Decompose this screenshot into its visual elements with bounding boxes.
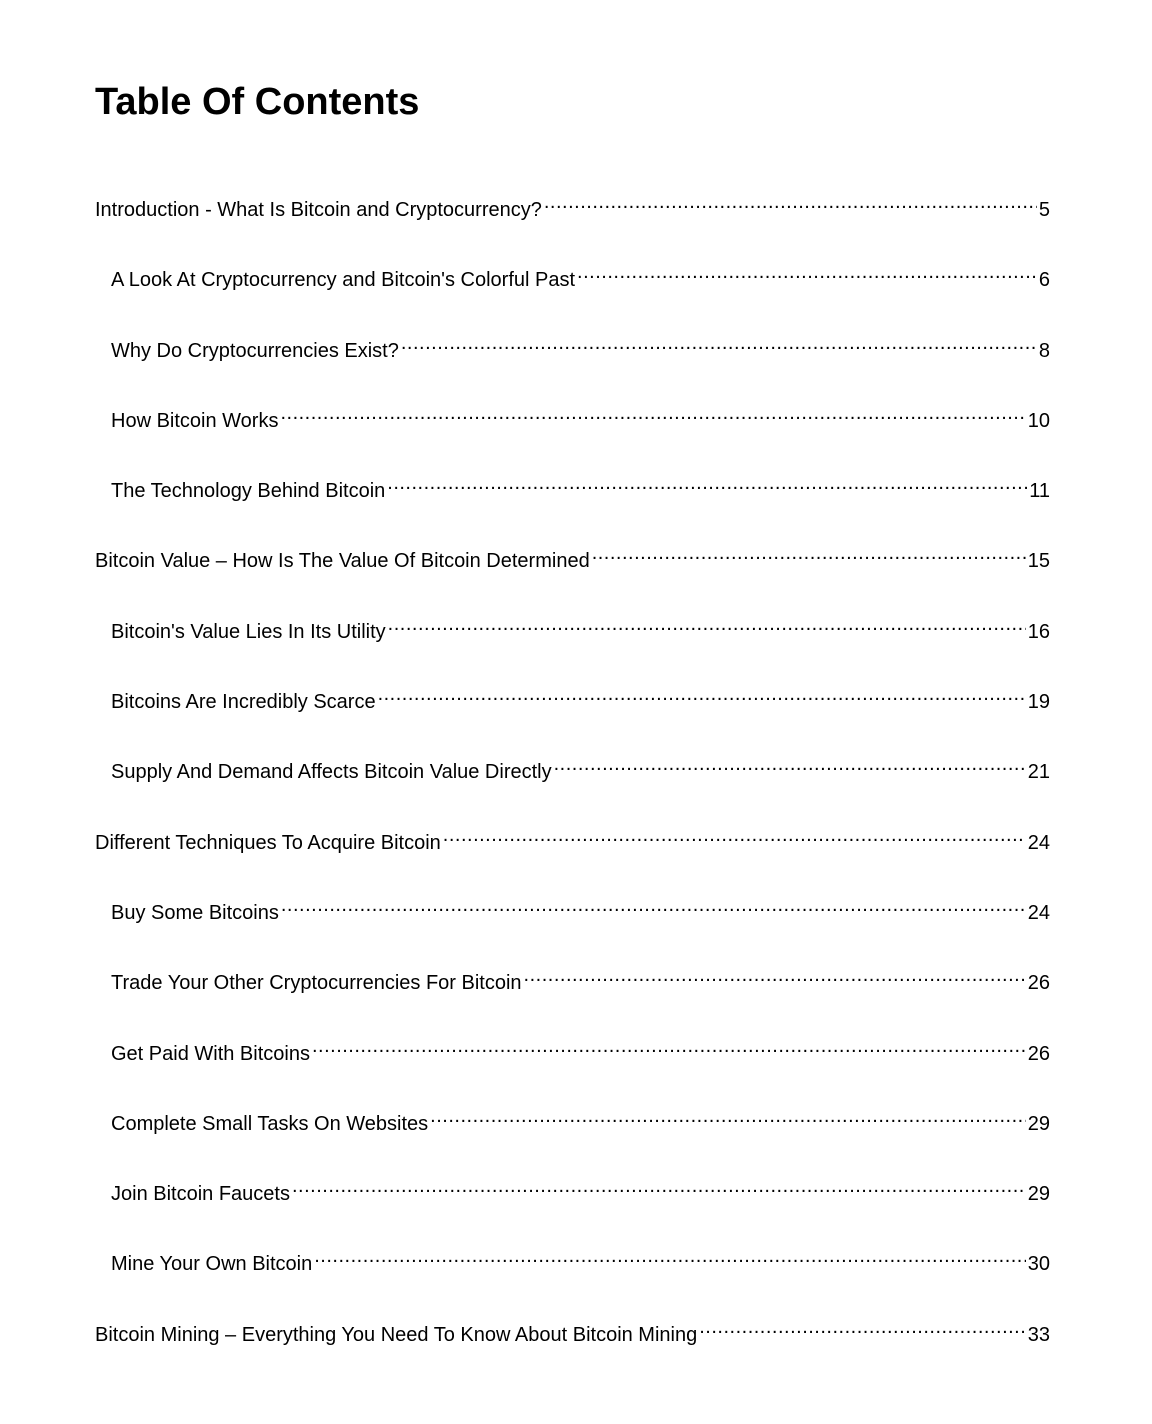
toc-entry[interactable] [0,399,1152,469]
toc-entry-label: Why Do Cryptocurrencies Exist? [111,339,399,362]
toc-entry[interactable] [0,1172,1152,1242]
dot-leader [387,469,1027,497]
dot-leader [378,680,1026,708]
toc-entry-label: Complete Small Tasks On Websites [111,1112,429,1135]
toc-entry-page-number: 26 [1027,972,1050,995]
dot-leader [699,1313,1026,1341]
toc-entry-page-number: 26 [1027,1042,1050,1065]
dot-leader [592,539,1026,567]
toc-entry-label: Bitcoin Value – How Is The Value Of Bitcoin Determined [95,550,590,573]
dot-leader [524,961,1026,989]
toc-entry-label: Get Paid With Bitcoins [111,1042,310,1065]
dot-leader [577,258,1037,286]
toc-entry-label: Bitcoin's Value Lies In Its Utility [111,620,386,643]
toc-entry-page-number: 11 [1029,480,1050,503]
toc-entry-label: Different Techniques To Acquire Bitcoin [95,831,441,854]
toc-entry-page-number: 24 [1027,831,1050,854]
dot-leader [281,891,1026,919]
toc-entry-label: Introduction - What Is Bitcoin and Cryptocurrency? [95,199,542,221]
page-title: Table Of Contents [95,81,420,123]
toc-entry-page-number: 15 [1027,550,1050,573]
toc-entry[interactable] [0,680,1152,750]
toc-entry-label: Bitcoin Mining – Everything You Need To Know About Bitcoin Mining [95,1323,698,1346]
dot-leader [443,821,1026,849]
toc-entry-page-number: 6 [1038,269,1050,292]
dot-leader [312,1032,1026,1060]
toc-entry-page-number: 29 [1027,1183,1050,1206]
toc-entry-page-number: 21 [1027,761,1050,784]
toc-entry[interactable] [0,821,1152,891]
toc-entry-page-number: 19 [1027,691,1050,714]
toc-entry-page-number: 5 [1038,199,1050,221]
dot-leader [544,188,1037,216]
toc-entry[interactable] [0,1242,1152,1312]
toc-entry-page-number: 8 [1038,339,1050,362]
toc-entry-label: A Look At Cryptocurrency and Bitcoin's Colorful Past [111,269,576,292]
toc-entry-page-number: 24 [1027,901,1050,924]
dot-leader [280,399,1025,427]
toc-entry-page-number: 10 [1027,409,1050,432]
toc-entry-page-number: 30 [1027,1253,1050,1276]
toc-entry[interactable] [0,891,1152,961]
toc-entry[interactable] [0,329,1152,399]
toc-entry[interactable] [0,750,1152,820]
toc-entry-label: How Bitcoin Works [111,409,279,432]
toc-entry-label: Join Bitcoin Faucets [111,1183,290,1206]
toc-entry[interactable] [0,469,1152,539]
toc-entry[interactable] [0,610,1152,680]
toc-entry[interactable] [0,1313,1152,1383]
toc-list [0,188,1152,1383]
toc-entry[interactable] [0,258,1152,328]
toc-entry-page-number: 29 [1027,1112,1050,1135]
dot-leader [314,1242,1026,1270]
toc-entry-page-number: 16 [1027,620,1050,643]
dot-leader [292,1172,1026,1200]
toc-entry-label: Trade Your Other Cryptocurrencies For Bitcoin [111,972,522,995]
dot-leader [388,610,1026,638]
dot-leader [430,1102,1026,1130]
toc-entry[interactable] [0,539,1152,609]
toc-entry-label: The Technology Behind Bitcoin [111,480,386,503]
toc-entry-label: Bitcoins Are Incredibly Scarce [111,691,376,714]
toc-entry-label: Supply And Demand Affects Bitcoin Value Directly [111,761,552,784]
toc-entry-label: Buy Some Bitcoins [111,901,279,924]
toc-entry-page-number: 33 [1027,1323,1050,1346]
toc-entry[interactable] [0,1102,1152,1172]
toc-entry[interactable] [0,1032,1152,1102]
toc-entry-label: Mine Your Own Bitcoin [111,1253,313,1276]
dot-leader [554,750,1026,778]
dot-leader [401,329,1037,357]
toc-entry[interactable] [0,188,1152,258]
toc-entry[interactable] [0,961,1152,1031]
